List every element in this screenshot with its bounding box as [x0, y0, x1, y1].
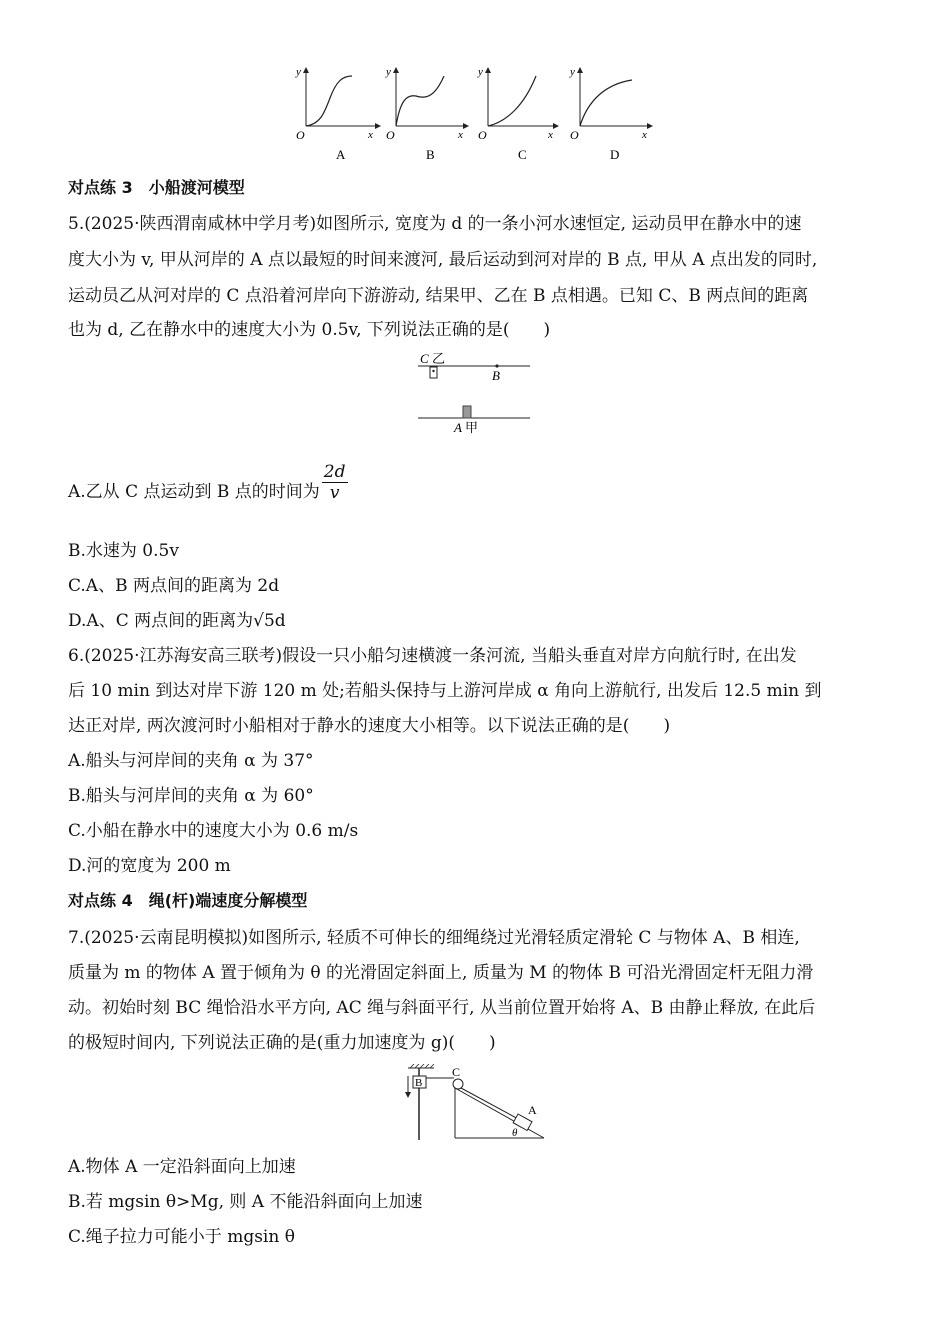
q5-line-2: 度大小为 v, 甲从河岸的 A 点以最短的时间来渡河, 最后运动到河对岸的 B 点, 甲从 A 点出发的同时, — [68, 250, 818, 270]
q7-line-4: 的极短时间内, 下列说法正确的是(重力加速度为 g)( ) — [68, 1033, 496, 1053]
q6-line-3: 达正对岸, 两次渡河时小船相对于静水的速度大小相等。以下说法正确的是( ) — [68, 716, 671, 736]
svg-text:y: y — [386, 66, 391, 78]
graph-b — [385, 66, 468, 162]
svg-text:x: x — [548, 129, 553, 141]
q5-option-a: A.乙从 C 点运动到 B 点的时间为 $\frac{2d}{v}$ — [68, 462, 346, 503]
q6-option-d: D.河的宽度为 200 m — [68, 856, 231, 876]
q5-line-1: 5.(2025·陕西渭南咸林中学月考)如图所示, 宽度为 d 的一条小河水速恒定, 运动员甲在静水中的速 — [68, 214, 802, 234]
q6-option-b: B.船头与河岸间的夹角 α 为 60° — [68, 786, 314, 806]
q7-option-a: A.物体 A 一定沿斜面向上加速 — [68, 1157, 296, 1177]
pulley-c — [453, 1079, 463, 1089]
svg-text:C: C — [420, 351, 429, 366]
svg-text:x: x — [458, 129, 463, 141]
section-heading-3: 对点练 3 小船渡河模型 — [68, 178, 245, 197]
svg-text:y: y — [296, 66, 301, 78]
q5-line-4: 也为 d, 乙在静水中的速度大小为 0.5v, 下列说法正确的是( ) — [68, 320, 551, 340]
svg-text:O: O — [386, 128, 395, 142]
q5-option-d: D.A、C 两点间的距离为√5d — [68, 611, 286, 631]
q5-line-3: 运动员乙从河对岸的 C 点沿着河岸向下游游动, 结果甲、乙在 B 点相遇。已知 C、B 两点间的距离 — [68, 286, 809, 306]
svg-text:甲: 甲 — [465, 420, 479, 435]
svg-text:B: B — [492, 368, 500, 383]
svg-text:O: O — [296, 128, 305, 142]
q5-option-b: B.水速为 0.5v — [68, 541, 179, 561]
graph-d-label: D — [610, 147, 620, 162]
svg-text:O: O — [478, 128, 487, 142]
q7-line-2: 质量为 m 的物体 A 置于倾角为 θ 的光滑固定斜面上, 质量为 M 的物体 B 可沿光滑固定杆无阻力滑 — [68, 963, 814, 983]
graph-a — [295, 66, 380, 162]
q7-option-b: B.若 mgsin θ>Mg, 则 A 不能沿斜面向上加速 — [68, 1192, 423, 1212]
graph-c — [477, 66, 558, 162]
swimmer-yi-box — [430, 367, 437, 378]
section-heading-4: 对点练 4 绳(杆)端速度分解模型 — [68, 891, 308, 910]
q6-line-2: 后 10 min 到达对岸下游 120 m 处;若船头保持与上游河岸成 α 角向上游航行, 出发后 12.5 min 到 — [68, 681, 822, 701]
q6-option-c: C.小船在静水中的速度大小为 0.6 m/s — [68, 821, 359, 841]
svg-text:A: A — [454, 420, 462, 435]
q7-line-1: 7.(2025·云南昆明模拟)如图所示, 轻质不可伸长的细绳绕过光滑轻质定滑轮 C 与物体 A、B 相连, — [68, 928, 800, 948]
svg-text:A: A — [528, 1103, 537, 1117]
q7-line-3: 动。初始时刻 BC 绳恰沿水平方向, AC 绳与斜面平行, 从当前位置开始将 A、B 由静止释放, 在此后 — [68, 998, 816, 1018]
svg-text:y: y — [570, 66, 575, 78]
graph-options-figure — [290, 62, 660, 164]
river-crossing-figure — [412, 346, 538, 438]
q6-line-1: 6.(2025·江苏海安高三联考)假设一只小船匀速横渡一条河流, 当船头垂直对岸方向航行时, 在出发 — [68, 646, 797, 666]
pulley-incline-figure — [400, 1064, 548, 1144]
svg-text:B: B — [415, 1077, 423, 1089]
swimmer-jia-box — [463, 406, 471, 418]
svg-text:y: y — [478, 66, 483, 78]
graph-b-label: B — [426, 147, 435, 162]
svg-text:θ: θ — [512, 1127, 518, 1139]
svg-text:x: x — [368, 129, 373, 141]
graph-c-label: C — [518, 147, 527, 162]
graph-d — [569, 66, 652, 162]
q5-option-c: C.A、B 两点间的距离为 2d — [68, 576, 280, 596]
graph-a-label: A — [336, 147, 346, 162]
svg-text:C: C — [452, 1065, 461, 1079]
svg-text:x: x — [642, 129, 647, 141]
q6-option-a: A.船头与河岸间的夹角 α 为 37° — [68, 751, 314, 771]
svg-text:O: O — [570, 128, 579, 142]
q7-option-c: C.绳子拉力可能小于 mgsin θ — [68, 1227, 295, 1247]
svg-text:乙: 乙 — [432, 351, 446, 366]
